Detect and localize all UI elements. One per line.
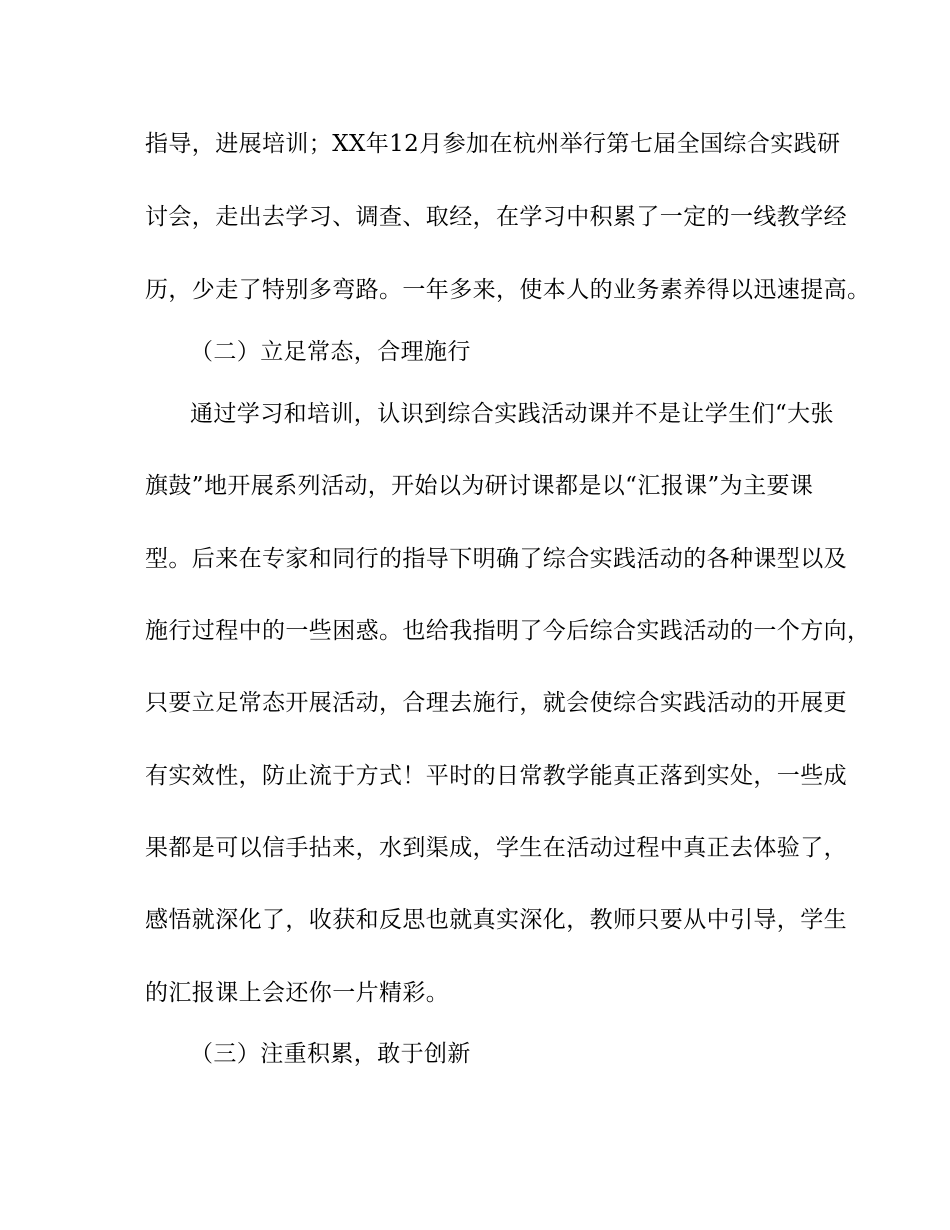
paragraph-line: 施行过程中的一些困惑。也给我指明了今后综合实践活动的一个方向， [145,618,871,644]
paragraph-line: 旗鼓”地开展系列活动，开始以为研讨课都是以“汇报课”为主要课 [145,473,814,499]
paragraph-line: 果都是可以信手拈来，水到渠成，学生在活动过程中真正去体验了， [145,835,847,861]
paragraph-line: 感悟就深化了，收获和反思也就真实深化，教师只要从中引导，学生 [145,907,847,933]
paragraph-line: 的汇报课上会还你一片精彩。 [145,980,450,1006]
paragraph-line: 讨会，走出去学习、调查、取经，在学习中积累了一定的一线教学经 [145,204,847,230]
paragraph-line: 有实效性，防止流于方式！平时的日常教学能真正落到实处，一些成 [145,763,847,789]
section-heading: （二）立足常态，合理施行 [190,339,471,365]
paragraph-line: 型。后来在专家和同行的指导下明确了综合实践活动的各种课型以及 [145,546,847,572]
paragraph-line: 通过学习和培训，认识到综合实践活动课并不是让学生们“大张 [190,401,834,427]
section-heading: （三）注重积累，敢于创新 [190,1041,471,1067]
paragraph-line: 只要立足常态开展活动，合理去施行，就会使综合实践活动的开展更 [145,690,847,716]
paragraph-line: 历，少走了特别多弯路。一年多来，使本人的业务素养得以迅速提高。 [145,277,871,303]
paragraph-line: 指导，进展培训；XX年12月参加在杭州举行第七届全国综合实践研 [145,131,841,157]
